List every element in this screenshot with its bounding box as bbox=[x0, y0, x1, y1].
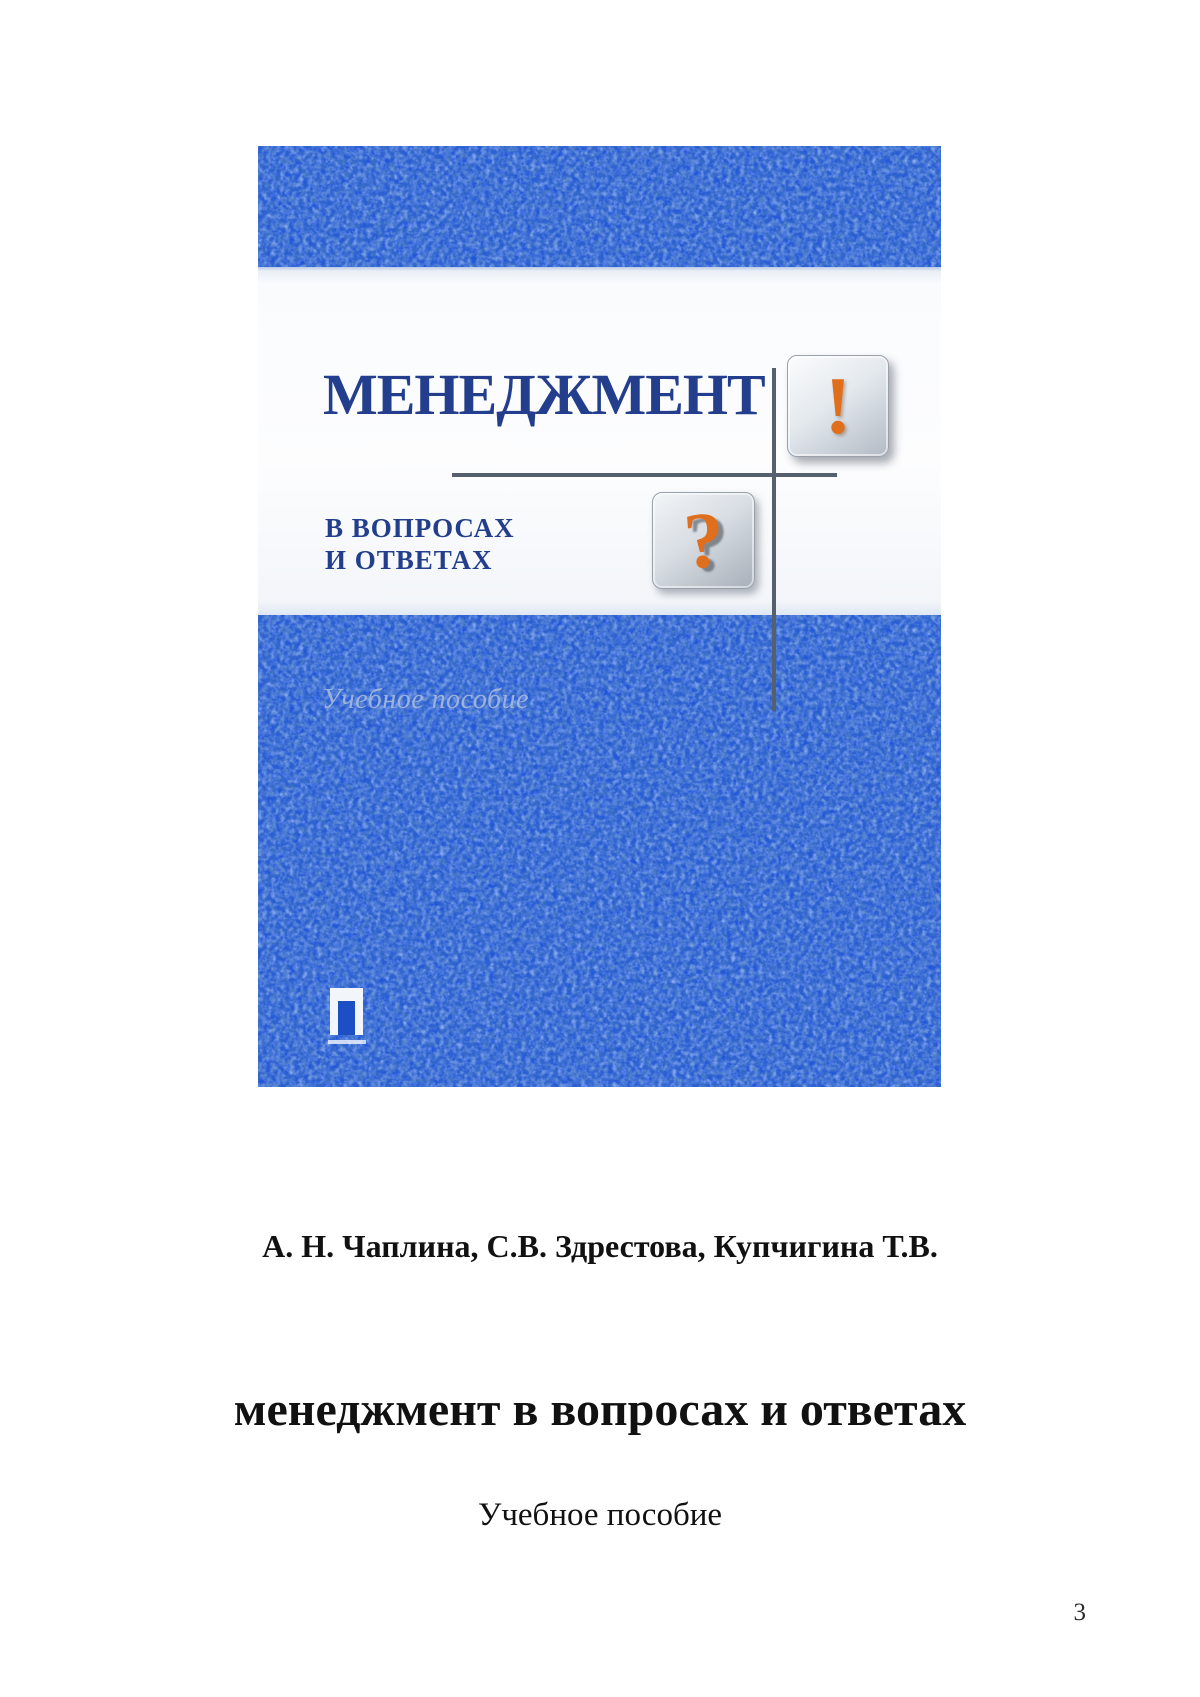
cover-edition-note: Учебное пособие bbox=[322, 684, 530, 715]
logo-gate-opening bbox=[338, 1001, 355, 1035]
logo-caption-bar bbox=[328, 1040, 366, 1044]
page-subtitle: Учебное пособие bbox=[477, 1497, 723, 1533]
logo-gate-shape bbox=[330, 988, 363, 1035]
prospekt-publisher-logo-icon bbox=[330, 988, 370, 1046]
page-number: 3 bbox=[1073, 1599, 1086, 1626]
cover-title: МЕНЕДЖМЕНТ bbox=[323, 362, 765, 427]
divider-horizontal bbox=[452, 473, 837, 477]
cover-subtitle-line2: И ОТВЕТАХ bbox=[325, 545, 493, 575]
question-icon bbox=[652, 492, 755, 589]
cover-subtitle-line1: В ВОПРОСАХ bbox=[325, 513, 515, 543]
divider-vertical bbox=[772, 368, 776, 711]
felt-texture bbox=[258, 146, 941, 267]
exclamation-glyph: ! bbox=[824, 360, 852, 451]
exclamation-icon bbox=[787, 355, 889, 457]
book-cover bbox=[258, 146, 941, 1087]
authors-line: А. Н. Чаплина, С.В. Здрестова, Купчигина Т.В. bbox=[262, 1228, 938, 1264]
page-title: менеджмент в вопросах и ответах bbox=[233, 1383, 967, 1436]
question-glyph: ? bbox=[680, 495, 727, 586]
cover-subtitle bbox=[325, 512, 515, 576]
cover-top-band bbox=[258, 146, 941, 267]
